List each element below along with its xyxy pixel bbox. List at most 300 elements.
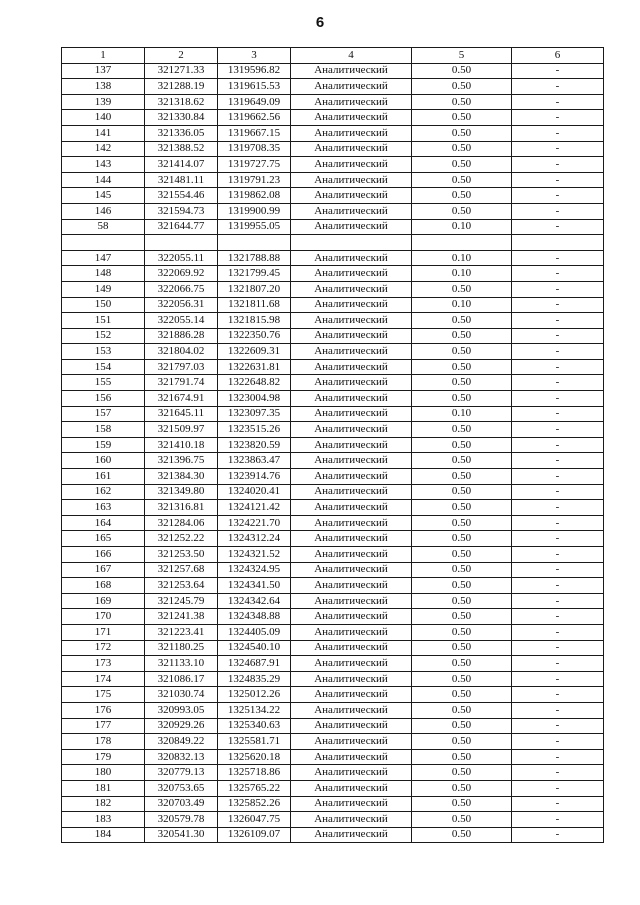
method-cell: Аналитический <box>291 796 412 812</box>
y-coordinate-cell: 1324540.10 <box>218 640 291 656</box>
y-coordinate-cell: 1324687.91 <box>218 656 291 672</box>
method-cell: Аналитический <box>291 219 412 235</box>
method-cell: Аналитический <box>291 718 412 734</box>
table-row <box>62 422 604 438</box>
y-coordinate-cell <box>218 235 291 251</box>
note-cell: - <box>512 765 604 781</box>
accuracy-cell: 0.50 <box>412 344 512 360</box>
method-cell: Аналитический <box>291 344 412 360</box>
x-coordinate-cell: 320849.22 <box>145 734 218 750</box>
accuracy-cell: 0.50 <box>412 359 512 375</box>
point-number-cell: 175 <box>62 687 145 703</box>
note-cell: - <box>512 391 604 407</box>
accuracy-cell: 0.10 <box>412 250 512 266</box>
table-row <box>62 640 604 656</box>
point-number-cell: 161 <box>62 469 145 485</box>
accuracy-cell: 0.50 <box>412 515 512 531</box>
y-coordinate-cell: 1325765.22 <box>218 780 291 796</box>
method-cell: Аналитический <box>291 609 412 625</box>
note-cell: - <box>512 359 604 375</box>
method-cell: Аналитический <box>291 359 412 375</box>
table-row <box>62 344 604 360</box>
note-cell: - <box>512 63 604 79</box>
table-header-row <box>62 48 604 64</box>
x-coordinate-cell: 321349.80 <box>145 484 218 500</box>
x-coordinate-cell: 320779.13 <box>145 765 218 781</box>
x-coordinate-cell: 321086.17 <box>145 671 218 687</box>
x-coordinate-cell: 321318.62 <box>145 94 218 110</box>
y-coordinate-cell: 1324341.50 <box>218 578 291 594</box>
accuracy-cell: 0.50 <box>412 125 512 141</box>
accuracy-cell: 0.50 <box>412 624 512 640</box>
accuracy-cell: 0.50 <box>412 375 512 391</box>
point-number-cell: 171 <box>62 624 145 640</box>
note-cell: - <box>512 328 604 344</box>
method-cell: Аналитический <box>291 734 412 750</box>
method-cell: Аналитический <box>291 453 412 469</box>
method-cell: Аналитический <box>291 172 412 188</box>
table-row <box>62 219 604 235</box>
accuracy-cell: 0.50 <box>412 812 512 828</box>
note-cell: - <box>512 453 604 469</box>
x-coordinate-cell: 321252.22 <box>145 531 218 547</box>
x-coordinate-cell: 321396.75 <box>145 453 218 469</box>
y-coordinate-cell: 1322350.76 <box>218 328 291 344</box>
note-cell: - <box>512 562 604 578</box>
accuracy-cell: 0.50 <box>412 484 512 500</box>
x-coordinate-cell: 321594.73 <box>145 203 218 219</box>
point-number-cell: 152 <box>62 328 145 344</box>
point-number-cell: 167 <box>62 562 145 578</box>
method-cell: Аналитический <box>291 515 412 531</box>
y-coordinate-cell: 1319615.53 <box>218 79 291 95</box>
note-cell: - <box>512 141 604 157</box>
note-cell: - <box>512 593 604 609</box>
accuracy-cell: 0.50 <box>412 749 512 765</box>
note-cell <box>512 235 604 251</box>
accuracy-cell: 0.50 <box>412 500 512 516</box>
y-coordinate-cell: 1322631.81 <box>218 359 291 375</box>
method-cell: Аналитический <box>291 125 412 141</box>
x-coordinate-cell: 321674.91 <box>145 391 218 407</box>
point-number-cell: 182 <box>62 796 145 812</box>
table-row <box>62 827 604 843</box>
point-number-cell: 176 <box>62 702 145 718</box>
method-cell: Аналитический <box>291 188 412 204</box>
note-cell: - <box>512 827 604 843</box>
method-cell: Аналитический <box>291 765 412 781</box>
x-coordinate-cell: 322069.92 <box>145 266 218 282</box>
point-number-cell: 155 <box>62 375 145 391</box>
point-number-cell: 146 <box>62 203 145 219</box>
note-cell: - <box>512 110 604 126</box>
table-row <box>62 734 604 750</box>
accuracy-cell: 0.10 <box>412 219 512 235</box>
accuracy-cell: 0.50 <box>412 94 512 110</box>
column-header: 4 <box>291 48 412 64</box>
point-number-cell: 164 <box>62 515 145 531</box>
table-row <box>62 671 604 687</box>
table-row <box>62 110 604 126</box>
y-coordinate-cell: 1324321.52 <box>218 547 291 563</box>
accuracy-cell: 0.50 <box>412 281 512 297</box>
y-coordinate-cell: 1319596.82 <box>218 63 291 79</box>
table-row <box>62 125 604 141</box>
x-coordinate-cell: 321133.10 <box>145 656 218 672</box>
point-number-cell: 149 <box>62 281 145 297</box>
point-number-cell: 184 <box>62 827 145 843</box>
point-number-cell: 159 <box>62 437 145 453</box>
y-coordinate-cell: 1323004.98 <box>218 391 291 407</box>
y-coordinate-cell: 1324342.64 <box>218 593 291 609</box>
note-cell: - <box>512 515 604 531</box>
point-number-cell: 183 <box>62 812 145 828</box>
table-row <box>62 531 604 547</box>
note-cell: - <box>512 780 604 796</box>
y-coordinate-cell: 1324221.70 <box>218 515 291 531</box>
method-cell: Аналитический <box>291 827 412 843</box>
accuracy-cell: 0.50 <box>412 702 512 718</box>
table-row <box>62 266 604 282</box>
accuracy-cell: 0.50 <box>412 188 512 204</box>
table-row <box>62 765 604 781</box>
table-row <box>62 687 604 703</box>
table-row <box>62 328 604 344</box>
note-cell: - <box>512 531 604 547</box>
y-coordinate-cell: 1322648.82 <box>218 375 291 391</box>
column-header: 5 <box>412 48 512 64</box>
y-coordinate-cell: 1319955.05 <box>218 219 291 235</box>
note-cell: - <box>512 500 604 516</box>
accuracy-cell: 0.50 <box>412 79 512 95</box>
note-cell: - <box>512 484 604 500</box>
accuracy-cell: 0.50 <box>412 578 512 594</box>
method-cell: Аналитический <box>291 547 412 563</box>
note-cell: - <box>512 469 604 485</box>
method-cell: Аналитический <box>291 578 412 594</box>
accuracy-cell: 0.50 <box>412 391 512 407</box>
table-row <box>62 578 604 594</box>
note-cell: - <box>512 94 604 110</box>
point-number-cell: 168 <box>62 578 145 594</box>
point-number-cell: 163 <box>62 500 145 516</box>
accuracy-cell: 0.50 <box>412 469 512 485</box>
method-cell: Аналитический <box>291 593 412 609</box>
table-row <box>62 250 604 266</box>
point-number-cell: 140 <box>62 110 145 126</box>
y-coordinate-cell: 1323097.35 <box>218 406 291 422</box>
method-cell: Аналитический <box>291 624 412 640</box>
accuracy-cell: 0.50 <box>412 422 512 438</box>
point-number-cell: 151 <box>62 313 145 329</box>
point-number-cell: 157 <box>62 406 145 422</box>
accuracy-cell: 0.50 <box>412 313 512 329</box>
method-cell: Аналитический <box>291 406 412 422</box>
table-row <box>62 624 604 640</box>
note-cell: - <box>512 749 604 765</box>
x-coordinate-cell: 320929.26 <box>145 718 218 734</box>
x-coordinate-cell: 321271.33 <box>145 63 218 79</box>
table-row <box>62 281 604 297</box>
column-header: 2 <box>145 48 218 64</box>
note-cell: - <box>512 437 604 453</box>
accuracy-cell: 0.50 <box>412 437 512 453</box>
table-row <box>62 313 604 329</box>
note-cell: - <box>512 281 604 297</box>
table-body <box>62 63 604 843</box>
point-number-cell: 141 <box>62 125 145 141</box>
y-coordinate-cell: 1325012.26 <box>218 687 291 703</box>
table-row <box>62 812 604 828</box>
x-coordinate-cell: 321509.97 <box>145 422 218 438</box>
note-cell: - <box>512 266 604 282</box>
x-coordinate-cell: 321284.06 <box>145 515 218 531</box>
note-cell: - <box>512 578 604 594</box>
method-cell: Аналитический <box>291 484 412 500</box>
column-header: 3 <box>218 48 291 64</box>
note-cell: - <box>512 250 604 266</box>
y-coordinate-cell: 1325134.22 <box>218 702 291 718</box>
table-row <box>62 453 604 469</box>
note-cell: - <box>512 734 604 750</box>
note-cell: - <box>512 79 604 95</box>
table-row <box>62 609 604 625</box>
accuracy-cell: 0.50 <box>412 547 512 563</box>
point-number-cell: 144 <box>62 172 145 188</box>
note-cell: - <box>512 125 604 141</box>
point-number-cell: 160 <box>62 453 145 469</box>
point-number-cell: 138 <box>62 79 145 95</box>
method-cell: Аналитический <box>291 702 412 718</box>
y-coordinate-cell: 1319727.75 <box>218 157 291 173</box>
y-coordinate-cell: 1319708.35 <box>218 141 291 157</box>
note-cell: - <box>512 687 604 703</box>
accuracy-cell: 0.10 <box>412 406 512 422</box>
note-cell: - <box>512 172 604 188</box>
method-cell: Аналитический <box>291 812 412 828</box>
note-cell: - <box>512 671 604 687</box>
y-coordinate-cell: 1319900.99 <box>218 203 291 219</box>
accuracy-cell: 0.50 <box>412 780 512 796</box>
note-cell: - <box>512 313 604 329</box>
table-row <box>62 297 604 313</box>
y-coordinate-cell: 1324348.88 <box>218 609 291 625</box>
point-number-cell: 166 <box>62 547 145 563</box>
y-coordinate-cell: 1324020.41 <box>218 484 291 500</box>
method-cell: Аналитический <box>291 780 412 796</box>
table-row <box>62 702 604 718</box>
point-number-cell: 172 <box>62 640 145 656</box>
y-coordinate-cell: 1325581.71 <box>218 734 291 750</box>
method-cell: Аналитический <box>291 656 412 672</box>
table-row <box>62 780 604 796</box>
point-number-cell: 148 <box>62 266 145 282</box>
note-cell: - <box>512 796 604 812</box>
y-coordinate-cell: 1319649.09 <box>218 94 291 110</box>
table-row <box>62 157 604 173</box>
x-coordinate-cell: 321554.46 <box>145 188 218 204</box>
y-coordinate-cell: 1321807.20 <box>218 281 291 297</box>
note-cell: - <box>512 812 604 828</box>
x-coordinate-cell: 321804.02 <box>145 344 218 360</box>
method-cell: Аналитический <box>291 531 412 547</box>
table-row <box>62 515 604 531</box>
table-row <box>62 437 604 453</box>
x-coordinate-cell: 321253.64 <box>145 578 218 594</box>
method-cell: Аналитический <box>291 110 412 126</box>
point-number-cell: 58 <box>62 219 145 235</box>
accuracy-cell: 0.50 <box>412 562 512 578</box>
x-coordinate-cell: 321257.68 <box>145 562 218 578</box>
accuracy-cell: 0.10 <box>412 266 512 282</box>
table-row <box>62 375 604 391</box>
accuracy-cell: 0.50 <box>412 640 512 656</box>
x-coordinate-cell: 321410.18 <box>145 437 218 453</box>
method-cell: Аналитический <box>291 297 412 313</box>
y-coordinate-cell: 1324312.24 <box>218 531 291 547</box>
method-cell: Аналитический <box>291 391 412 407</box>
accuracy-cell: 0.50 <box>412 593 512 609</box>
note-cell: - <box>512 406 604 422</box>
point-number-cell: 145 <box>62 188 145 204</box>
x-coordinate-cell: 320753.65 <box>145 780 218 796</box>
accuracy-cell <box>412 235 512 251</box>
y-coordinate-cell: 1321788.88 <box>218 250 291 266</box>
note-cell: - <box>512 157 604 173</box>
point-number-cell: 179 <box>62 749 145 765</box>
table-row <box>62 94 604 110</box>
point-number-cell: 173 <box>62 656 145 672</box>
table-row <box>62 749 604 765</box>
x-coordinate-cell: 321384.30 <box>145 469 218 485</box>
accuracy-cell: 0.50 <box>412 531 512 547</box>
page-number: 6 <box>315 14 325 31</box>
method-cell: Аналитический <box>291 500 412 516</box>
accuracy-cell: 0.50 <box>412 687 512 703</box>
point-number-cell: 169 <box>62 593 145 609</box>
y-coordinate-cell: 1319791.23 <box>218 172 291 188</box>
point-number-cell: 165 <box>62 531 145 547</box>
method-cell: Аналитический <box>291 313 412 329</box>
x-coordinate-cell: 322066.75 <box>145 281 218 297</box>
table-row <box>62 484 604 500</box>
x-coordinate-cell: 321241.38 <box>145 609 218 625</box>
point-number-cell: 162 <box>62 484 145 500</box>
y-coordinate-cell: 1321799.45 <box>218 266 291 282</box>
accuracy-cell: 0.50 <box>412 203 512 219</box>
y-coordinate-cell: 1323515.26 <box>218 422 291 438</box>
x-coordinate-cell: 321253.50 <box>145 547 218 563</box>
table-row <box>62 562 604 578</box>
y-coordinate-cell: 1323863.47 <box>218 453 291 469</box>
table-row <box>62 593 604 609</box>
method-cell: Аналитический <box>291 749 412 765</box>
note-cell: - <box>512 624 604 640</box>
point-number-cell <box>62 235 145 251</box>
x-coordinate-cell: 320541.30 <box>145 827 218 843</box>
table-row <box>62 79 604 95</box>
table-row <box>62 656 604 672</box>
table-row <box>62 796 604 812</box>
method-cell: Аналитический <box>291 281 412 297</box>
note-cell: - <box>512 219 604 235</box>
x-coordinate-cell: 321030.74 <box>145 687 218 703</box>
table-row <box>62 172 604 188</box>
point-number-cell: 156 <box>62 391 145 407</box>
x-coordinate-cell: 320579.78 <box>145 812 218 828</box>
y-coordinate-cell: 1324324.95 <box>218 562 291 578</box>
note-cell: - <box>512 188 604 204</box>
method-cell: Аналитический <box>291 469 412 485</box>
point-number-cell: 139 <box>62 94 145 110</box>
column-header: 1 <box>62 48 145 64</box>
y-coordinate-cell: 1319662.56 <box>218 110 291 126</box>
y-coordinate-cell: 1326109.07 <box>218 827 291 843</box>
method-cell: Аналитический <box>291 266 412 282</box>
x-coordinate-cell: 321791.74 <box>145 375 218 391</box>
accuracy-cell: 0.50 <box>412 141 512 157</box>
note-cell: - <box>512 609 604 625</box>
method-cell: Аналитический <box>291 687 412 703</box>
y-coordinate-cell: 1325718.86 <box>218 765 291 781</box>
x-coordinate-cell: 322056.31 <box>145 297 218 313</box>
y-coordinate-cell: 1319862.08 <box>218 188 291 204</box>
table-row <box>62 63 604 79</box>
x-coordinate-cell: 321330.84 <box>145 110 218 126</box>
x-coordinate-cell: 320703.49 <box>145 796 218 812</box>
x-coordinate-cell: 322055.11 <box>145 250 218 266</box>
method-cell: Аналитический <box>291 328 412 344</box>
point-number-cell: 158 <box>62 422 145 438</box>
y-coordinate-cell: 1326047.75 <box>218 812 291 828</box>
table-row <box>62 235 604 251</box>
table-row <box>62 500 604 516</box>
y-coordinate-cell: 1319667.15 <box>218 125 291 141</box>
accuracy-cell: 0.50 <box>412 172 512 188</box>
method-cell: Аналитический <box>291 422 412 438</box>
table-row <box>62 547 604 563</box>
accuracy-cell: 0.50 <box>412 63 512 79</box>
x-coordinate-cell: 321644.77 <box>145 219 218 235</box>
x-coordinate-cell: 321316.81 <box>145 500 218 516</box>
accuracy-cell: 0.50 <box>412 110 512 126</box>
method-cell: Аналитический <box>291 562 412 578</box>
method-cell: Аналитический <box>291 63 412 79</box>
accuracy-cell: 0.50 <box>412 157 512 173</box>
x-coordinate-cell: 320832.13 <box>145 749 218 765</box>
x-coordinate-cell: 321388.52 <box>145 141 218 157</box>
x-coordinate-cell: 321336.05 <box>145 125 218 141</box>
method-cell: Аналитический <box>291 94 412 110</box>
point-number-cell: 180 <box>62 765 145 781</box>
note-cell: - <box>512 203 604 219</box>
method-cell: Аналитический <box>291 250 412 266</box>
table-row <box>62 718 604 734</box>
x-coordinate-cell <box>145 235 218 251</box>
method-cell: Аналитический <box>291 141 412 157</box>
x-coordinate-cell: 321180.25 <box>145 640 218 656</box>
accuracy-cell: 0.50 <box>412 671 512 687</box>
table-row <box>62 359 604 375</box>
y-coordinate-cell: 1324121.42 <box>218 500 291 516</box>
method-cell: Аналитический <box>291 375 412 391</box>
note-cell: - <box>512 640 604 656</box>
method-cell: Аналитический <box>291 671 412 687</box>
point-number-cell: 150 <box>62 297 145 313</box>
x-coordinate-cell: 320993.05 <box>145 702 218 718</box>
x-coordinate-cell: 321886.28 <box>145 328 218 344</box>
coordinates-table <box>61 47 604 843</box>
